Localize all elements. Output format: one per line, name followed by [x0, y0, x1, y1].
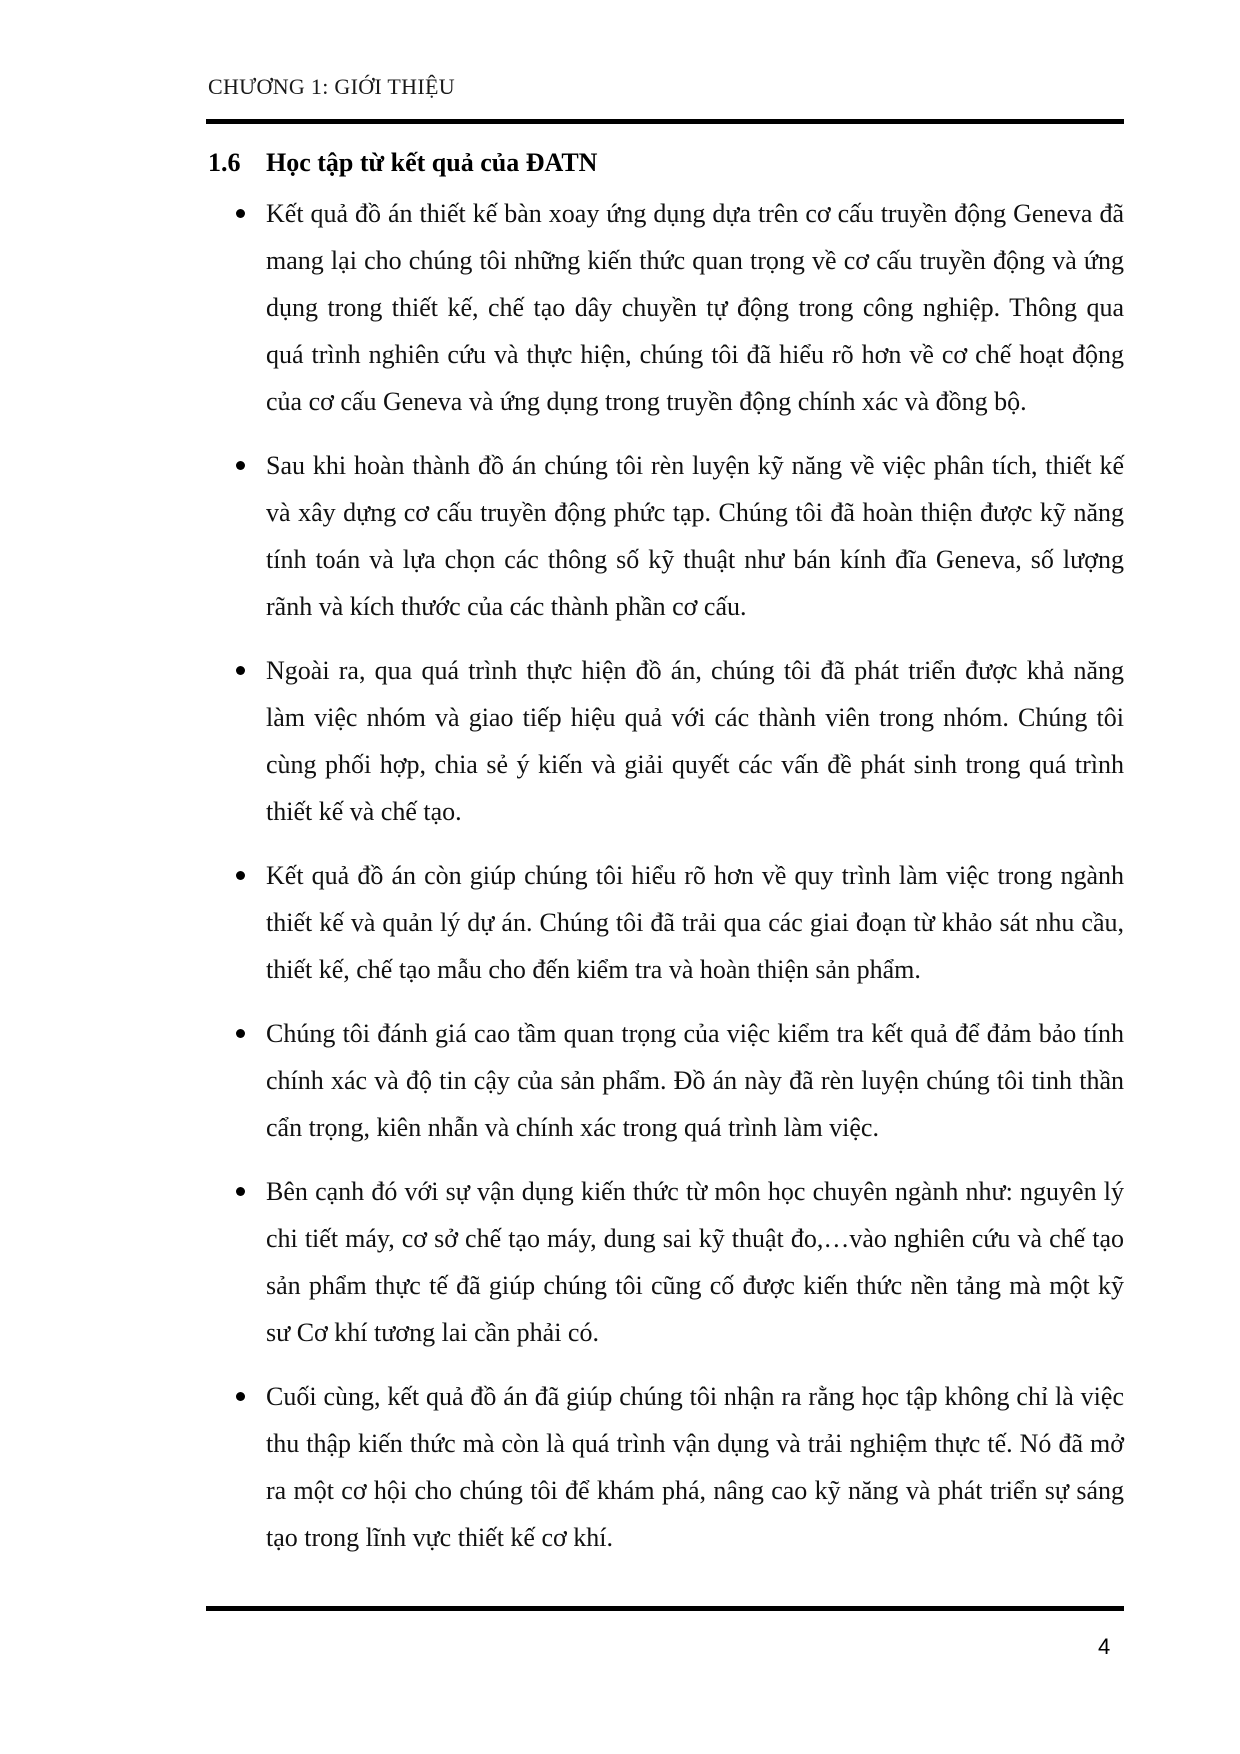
- bullet-icon: [236, 666, 245, 675]
- bullet-icon: [236, 461, 245, 470]
- page-number: 4: [1098, 1634, 1111, 1659]
- bullet-list: [236, 190, 1124, 1578]
- section-heading: [208, 148, 597, 178]
- bullet-text: Bên cạnh đó với sự vận dụng kiến thức từ môn học chuyên ngành như: nguyên lý chi tiết máy, cơ sở chế tạo máy, dung sai kỹ thuật đo,…vào nghiên cứu và chế tạo sản phẩm thực tế đã giúp chúng tôi cũng cố được kiến thức nền tảng mà một kỹ sư Cơ khí tương lai cần phải có.: [266, 1177, 1124, 1347]
- bullet-item: [236, 1373, 1124, 1561]
- bullet-item: [236, 442, 1124, 630]
- bullet-icon: [236, 871, 245, 880]
- bullet-icon: [236, 1392, 245, 1401]
- header-rule: [206, 119, 1124, 124]
- section-title: Học tập từ kết quả của ĐATN: [266, 148, 598, 177]
- footer-rule: [206, 1606, 1124, 1611]
- bullet-icon: [236, 1029, 245, 1038]
- bullet-item: [236, 190, 1124, 425]
- bullet-text: Sau khi hoàn thành đồ án chúng tôi rèn luyện kỹ năng về việc phân tích, thiết kế và xây dựng cơ cấu truyền động phức tạp. Chúng tôi đã hoàn thiện được kỹ năng tính toán và lựa chọn các thông số kỹ thuật như bán kính đĩa Geneva, số lượng rãnh và kích thước của các thành phần cơ cấu.: [266, 451, 1124, 621]
- bullet-item: [236, 647, 1124, 835]
- running-header: CHƯƠNG 1: GIỚI THIỆU: [208, 74, 455, 99]
- bullet-text: Kết quả đồ án còn giúp chúng tôi hiểu rõ hơn về quy trình làm việc trong ngành thiết kế và quản lý dự án. Chúng tôi đã trải qua các giai đoạn từ khảo sát nhu cầu, thiết kế, chế tạo mẫu cho đến kiểm tra và hoàn thiện sản phẩm.: [266, 861, 1124, 984]
- bullet-item: [236, 852, 1124, 993]
- bullet-icon: [236, 209, 245, 218]
- bullet-item: [236, 1168, 1124, 1356]
- bullet-text: Chúng tôi đánh giá cao tầm quan trọng của việc kiểm tra kết quả để đảm bảo tính chính xác và độ tin cậy của sản phẩm. Đồ án này đã rèn luyện chúng tôi tinh thần cẩn trọng, kiên nhẫn và chính xác trong quá trình làm việc.: [266, 1019, 1124, 1142]
- bullet-item: [236, 1010, 1124, 1151]
- bullet-icon: [236, 1187, 245, 1196]
- bullet-text: Kết quả đồ án thiết kế bàn xoay ứng dụng dựa trên cơ cấu truyền động Geneva đã mang lại cho chúng tôi những kiến thức quan trọng về cơ cấu truyền động và ứng dụng trong thiết kế, chế tạo dây chuyền tự động trong công nghiệp. Thông qua quá trình nghiên cứu và thực hiện, chúng tôi đã hiểu rõ hơn về cơ chế hoạt động của cơ cấu Geneva và ứng dụng trong truyền động chính xác và đồng bộ.: [266, 199, 1124, 416]
- bullet-text: Ngoài ra, qua quá trình thực hiện đồ án, chúng tôi đã phát triển được khả năng làm việc nhóm và giao tiếp hiệu quả với các thành viên trong nhóm. Chúng tôi cùng phối hợp, chia sẻ ý kiến và giải quyết các vấn đề phát sinh trong quá trình thiết kế và chế tạo.: [266, 656, 1124, 826]
- bullet-text: Cuối cùng, kết quả đồ án đã giúp chúng tôi nhận ra rằng học tập không chỉ là việc thu thập kiến thức mà còn là quá trình vận dụng và trải nghiệm thực tế. Nó đã mở ra một cơ hội cho chúng tôi để khám phá, nâng cao kỹ năng và phát triển sự sáng tạo trong lĩnh vực thiết kế cơ khí.: [266, 1382, 1124, 1552]
- section-number: 1.6: [208, 148, 241, 177]
